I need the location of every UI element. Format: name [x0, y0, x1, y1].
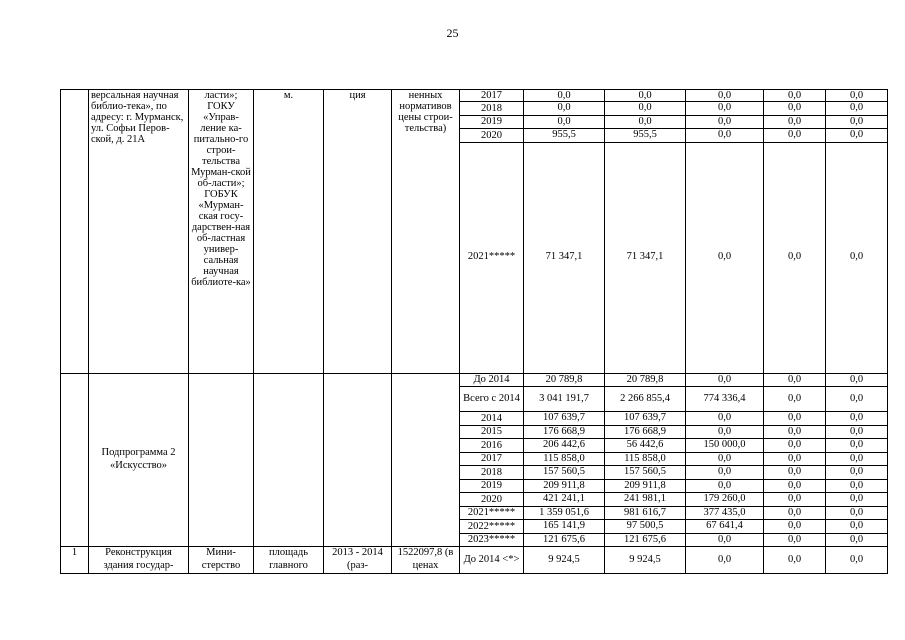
- value-cell: 2 266 855,4: [605, 387, 686, 412]
- value-cell: 20 789,8: [605, 373, 686, 387]
- year-cell: 2015: [460, 425, 524, 439]
- value-cell: 0,0: [764, 102, 826, 116]
- value-cell: 0,0: [826, 493, 888, 507]
- value-cell: 0,0: [764, 547, 826, 574]
- value-cell: 179 260,0: [686, 493, 764, 507]
- period-cell: ция: [324, 90, 392, 374]
- row-number-cell: [61, 373, 89, 547]
- value-cell: 421 241,1: [524, 493, 605, 507]
- value-cell: 0,0: [826, 547, 888, 574]
- value-cell: 0,0: [826, 425, 888, 439]
- capacity-cell: площадь главного: [254, 547, 324, 574]
- period-cell: 2013 - 2014 (раз-: [324, 547, 392, 574]
- value-cell: 157 560,5: [524, 466, 605, 480]
- value-cell: 0,0: [686, 102, 764, 116]
- value-cell: 0,0: [605, 115, 686, 129]
- value-cell: 955,5: [605, 129, 686, 143]
- value-cell: 209 911,8: [524, 479, 605, 493]
- value-cell: 0,0: [826, 129, 888, 143]
- cost-cell: [392, 373, 460, 547]
- value-cell: 0,0: [686, 129, 764, 143]
- value-cell: 0,0: [605, 102, 686, 116]
- value-cell: 209 911,8: [605, 479, 686, 493]
- value-cell: 56 442,6: [605, 439, 686, 453]
- value-cell: 9 924,5: [605, 547, 686, 574]
- value-cell: 0,0: [764, 479, 826, 493]
- value-cell: 0,0: [524, 115, 605, 129]
- year-cell: До 2014 <*>: [460, 547, 524, 574]
- value-cell: 97 500,5: [605, 520, 686, 534]
- year-cell: 2014: [460, 412, 524, 426]
- year-cell: 2016: [460, 439, 524, 453]
- executor-cell: ласти»; ГОКУ «Управ-ление ка-питально-го строи-тельства Мурман-ской об-ласти»; ГОБУК «Мурман-ская госу-дарствен-ная об-ластная универ-сальная научная библиоте-ка»: [189, 90, 254, 374]
- row-number-cell: 1: [61, 547, 89, 574]
- value-cell: 0,0: [764, 387, 826, 412]
- value-cell: 0,0: [826, 520, 888, 534]
- value-cell: 0,0: [826, 533, 888, 547]
- value-cell: 176 668,9: [524, 425, 605, 439]
- year-cell: 2017: [460, 90, 524, 102]
- value-cell: 0,0: [764, 412, 826, 426]
- value-cell: 0,0: [686, 479, 764, 493]
- value-cell: 157 560,5: [605, 466, 686, 480]
- year-cell: 2018: [460, 102, 524, 116]
- value-cell: 981 616,7: [605, 506, 686, 520]
- value-cell: 0,0: [764, 425, 826, 439]
- value-cell: 0,0: [826, 439, 888, 453]
- value-cell: 0,0: [524, 90, 605, 102]
- value-cell: 115 858,0: [524, 452, 605, 466]
- value-cell: 0,0: [686, 466, 764, 480]
- value-cell: 0,0: [686, 412, 764, 426]
- value-cell: 165 141,9: [524, 520, 605, 534]
- value-cell: 0,0: [605, 90, 686, 102]
- value-cell: 0,0: [524, 102, 605, 116]
- value-cell: 0,0: [686, 373, 764, 387]
- value-cell: 20 789,8: [524, 373, 605, 387]
- table-row: [61, 373, 888, 387]
- value-cell: 0,0: [686, 533, 764, 547]
- year-cell: До 2014: [460, 373, 524, 387]
- value-cell: 0,0: [826, 479, 888, 493]
- subprogram-title: Подпрограмма 2 «Искусство»: [89, 373, 189, 547]
- year-cell: 2018: [460, 466, 524, 480]
- cost-cell: ненных нормативов цены строи-тельства): [392, 90, 460, 374]
- capacity-cell: м.: [254, 90, 324, 374]
- value-cell: 0,0: [686, 425, 764, 439]
- year-cell: 2017: [460, 452, 524, 466]
- capacity-cell: [254, 373, 324, 547]
- table-row: [61, 90, 888, 102]
- year-cell: 2021*****: [460, 142, 524, 373]
- value-cell: 0,0: [826, 115, 888, 129]
- value-cell: 377 435,0: [686, 506, 764, 520]
- value-cell: 0,0: [764, 533, 826, 547]
- value-cell: 0,0: [826, 466, 888, 480]
- value-cell: 0,0: [826, 387, 888, 412]
- value-cell: 0,0: [826, 412, 888, 426]
- executor-cell: Мини-стерство: [189, 547, 254, 574]
- value-cell: 67 641,4: [686, 520, 764, 534]
- value-cell: 0,0: [686, 90, 764, 102]
- value-cell: 774 336,4: [686, 387, 764, 412]
- year-cell: 2023*****: [460, 533, 524, 547]
- value-cell: 0,0: [764, 506, 826, 520]
- value-cell: 0,0: [826, 506, 888, 520]
- year-cell: 2019: [460, 479, 524, 493]
- year-cell: 2022*****: [460, 520, 524, 534]
- value-cell: 0,0: [764, 129, 826, 143]
- value-cell: 107 639,7: [524, 412, 605, 426]
- value-cell: 0,0: [764, 493, 826, 507]
- value-cell: 0,0: [764, 452, 826, 466]
- year-cell: 2019: [460, 115, 524, 129]
- value-cell: 0,0: [764, 439, 826, 453]
- value-cell: 0,0: [764, 520, 826, 534]
- value-cell: 0,0: [686, 115, 764, 129]
- value-cell: 0,0: [686, 142, 764, 373]
- row-number-cell: [61, 90, 89, 374]
- value-cell: 0,0: [826, 102, 888, 116]
- value-cell: 0,0: [764, 115, 826, 129]
- value-cell: 150 000,0: [686, 439, 764, 453]
- year-cell: 2020: [460, 493, 524, 507]
- value-cell: 115 858,0: [605, 452, 686, 466]
- value-cell: 121 675,6: [605, 533, 686, 547]
- year-cell: 2020: [460, 129, 524, 143]
- value-cell: 206 442,6: [524, 439, 605, 453]
- value-cell: 241 981,1: [605, 493, 686, 507]
- value-cell: 0,0: [764, 373, 826, 387]
- value-cell: 3 041 191,7: [524, 387, 605, 412]
- value-cell: 121 675,6: [524, 533, 605, 547]
- value-cell: 1 359 051,6: [524, 506, 605, 520]
- value-cell: 0,0: [826, 452, 888, 466]
- value-cell: 107 639,7: [605, 412, 686, 426]
- object-name-cell: Реконструкция здания государ-: [89, 547, 189, 574]
- year-cell: 2021*****: [460, 506, 524, 520]
- object-name-cell: версальная научная библио-тека», по адресу: г. Мурманск, ул. Софьи Перов-ской, д. 21А: [89, 90, 189, 374]
- page-number: 25: [446, 26, 459, 40]
- value-cell: 0,0: [764, 142, 826, 373]
- program-table: [60, 89, 888, 574]
- value-cell: 0,0: [826, 90, 888, 102]
- period-cell: [324, 373, 392, 547]
- value-cell: 9 924,5: [524, 547, 605, 574]
- value-cell: 0,0: [764, 90, 826, 102]
- value-cell: 71 347,1: [605, 142, 686, 373]
- table-row: [61, 547, 888, 574]
- cost-cell: 1522097,8 (в ценах: [392, 547, 460, 574]
- year-cell: Всего с 2014: [460, 387, 524, 412]
- value-cell: 0,0: [826, 373, 888, 387]
- executor-cell: [189, 373, 254, 547]
- value-cell: 176 668,9: [605, 425, 686, 439]
- value-cell: 955,5: [524, 129, 605, 143]
- value-cell: 0,0: [764, 466, 826, 480]
- value-cell: 0,0: [686, 547, 764, 574]
- value-cell: 0,0: [686, 452, 764, 466]
- value-cell: 71 347,1: [524, 142, 605, 373]
- value-cell: 0,0: [826, 142, 888, 373]
